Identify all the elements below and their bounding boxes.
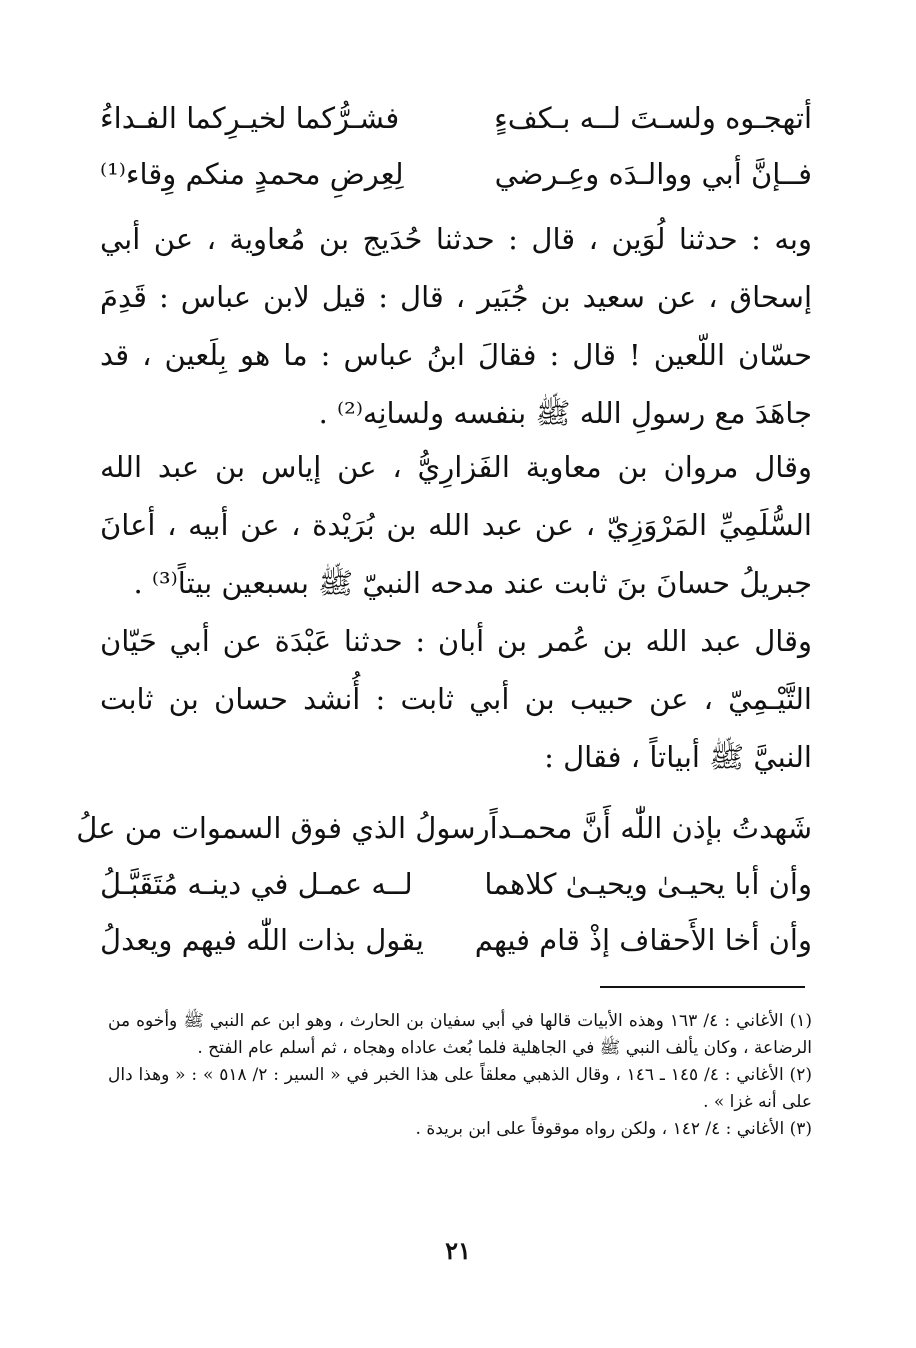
verse-second-hemistich: يقول بذات اللّٰه فيهم ويعدلُ [100,922,424,957]
footnotes [108,1008,812,1143]
verse-line [76,800,812,856]
verse-second-hemistich: لِعِرضِ محمدٍ منكم وِقاء⁽¹⁾ [100,156,404,191]
verse-line [100,90,812,146]
verse-first-hemistich: فــإنَّ أبي ووالـدَه وعِـرضي [494,156,812,191]
verse-line [100,146,812,202]
page-number: ٢١ [445,1236,471,1265]
verse-second-hemistich: فشـرُّكما لخيـرِكما الفـداءُ [100,100,400,135]
verse-first-hemistich: وأن أبا يحيـىٰ ويحيـىٰ كلاهما [484,866,812,901]
footnote-3: (٣) الأغاني : ٤/ ١٤٢ ، ولكن رواه موقوفاً على ابن بريدة . [415,1119,812,1139]
verse-second-hemistich: رسولُ الذي فوق السموات من علُ [76,810,490,845]
verse-first-hemistich: شَهدتُ بإذن اللّٰه أَنَّ محمـداً [489,810,812,845]
verse-line [100,856,812,912]
paragraph-marwan-narration: وقال مروان بن معاوية الفَزارِيُّ ، عن إياس بن عبد الله السُّلَمِيِّ المَرْوَزِيّ ، عن عبد الله بن بُرَيْدة ، عن أبيه ، أعانَ جبريلُ حسانَ بنَ ثابت عند مدحه النبيّ ﷺ بسبعين بيتاً⁽³⁾ . [100,450,812,600]
verse-block-2 [76,800,812,968]
paragraph-abdullah-narration: وقال عبد الله بن عُمر بن أبان : حدثنا عَبْدَة عن أبي حَيّان التَّيْـمِيّ ، عن حبيب بن أبي ثابت : أُنشد حسان بن ثابت النبيَّ ﷺ أبياتاً ، فقال : [100,624,812,774]
verse-first-hemistich: أتهجـوه ولسـتَ لــه بـكفءٍ [494,100,812,135]
footnote-separator [600,986,805,988]
paragraph-lowayn-narration: وبه : حدثنا لُوَين ، قال : حدثنا حُدَيج بن مُعاوية ، عن أبي إسحاق ، عن سعيد بن جُبَير ، قال : قيل لابن عباس : قَدِمَ حسّان اللّعين ! قال : فقالَ ابنُ عباس : ما هو بِلَعين ، قد جاهَدَ مع رسولِ الله ﷺ بنفسه ولسانِه⁽²⁾ . [100,222,812,430]
footnote-1: (١) الأغاني : ٤/ ١٦٣ وهذه الأبيات قالها في أبي سفيان بن الحارث ، وهو ابن عم النبي ﷺ وأخوه من الرضاعة ، وكان يألف النبي ﷺ في الجاهلية فلما بُعث عاداه وهجاه ، ثم أسلم عام الفتح . [108,1011,812,1058]
footnote-2: (٢) الأغاني : ٤/ ١٤٥ ـ ١٤٦ ، وقال الذهبي معلقاً على هذا الخبر في « السير : ٢/ ٥١٨ » : « وهذا دال على أنه غزا » . [108,1065,812,1112]
verse-second-hemistich: لــه عمـل في دينـه مُتَقَبَّـلُ [100,866,413,901]
verse-block-1 [100,90,812,202]
verse-line [100,912,812,968]
verse-first-hemistich: وأن أخا الأَحقاف إذْ قام فيهم [474,922,812,957]
